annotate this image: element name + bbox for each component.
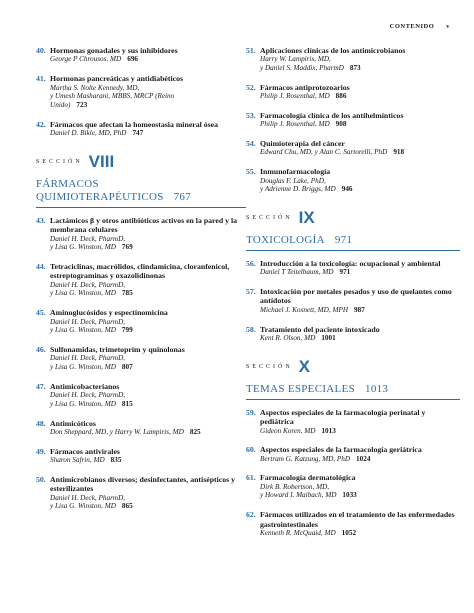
chapter-number: 62.: [246, 510, 256, 520]
toc-group: [246, 259, 460, 343]
chapter-title: Intoxicación por metales pesados y uso de quelantes como antídotos: [260, 287, 452, 306]
toc-entry: [36, 475, 246, 511]
author-text: Daniel H. Deck, PharmD,: [50, 354, 126, 363]
author-line: [260, 177, 460, 186]
chapter-authors: [260, 55, 460, 72]
chapter-title: Aspectos especiales de la farmacología geriátrica: [260, 445, 422, 455]
chapter-authors: [50, 494, 246, 511]
author-text: y Adrienne D. Briggs, MD: [260, 185, 336, 194]
chapter-title: Antimicobacterianos: [50, 381, 120, 391]
author-text: Kent R. Olson, MD: [260, 333, 316, 342]
chapter-page: 971: [339, 268, 351, 277]
author-text: Michael J. Kosnett, MD, MPH: [260, 305, 349, 314]
section-numeral: X: [298, 356, 311, 376]
chapter-number: 48.: [36, 418, 46, 428]
chapter-authors: [260, 120, 460, 129]
author-text: Unido): [50, 100, 71, 109]
author-line: [50, 326, 246, 335]
chapter-page: 987: [354, 305, 365, 314]
chapter-authors: [50, 84, 246, 110]
section-numeral: IX: [298, 207, 315, 227]
chapter-number: 45.: [36, 308, 46, 318]
toc-entry: [36, 46, 246, 64]
section-page: 767: [173, 190, 192, 203]
chapter-title: Inmunofarmacología: [260, 167, 331, 177]
author-line: [50, 129, 246, 138]
toc-entry: [36, 345, 246, 372]
chapter-page: 908: [335, 120, 347, 129]
chapter-page: 865: [121, 502, 133, 511]
toc-entry: [246, 473, 460, 500]
left-column: [36, 46, 246, 521]
running-header: [390, 23, 450, 30]
author-line: [260, 92, 460, 101]
chapter-number: 42.: [36, 119, 46, 129]
chapter-authors: [50, 129, 246, 138]
chapter-page: 769: [121, 243, 133, 252]
chapter-number: 53.: [246, 110, 256, 120]
section-ix-heading: [246, 208, 460, 228]
author-text: Daniel H. Deck, PharmD,: [50, 493, 126, 502]
author-line: [50, 318, 246, 327]
chapter-title: Fármacos utilizados en el tratamiento de las enfermedades gastrointestinales: [260, 510, 455, 529]
toc-entry: [36, 74, 246, 110]
chapter-page: 1033: [342, 491, 357, 500]
chapter-authors: [50, 281, 246, 298]
author-text: Dirk B. Robertson, MD,: [260, 482, 330, 491]
section-numeral: VIII: [88, 151, 115, 171]
chapter-authors: [260, 529, 460, 538]
author-line: [50, 92, 246, 101]
author-line: [50, 55, 246, 64]
section-page: 971: [334, 233, 353, 246]
author-line: [50, 456, 246, 465]
author-line: [50, 502, 246, 511]
section-ix-title: [246, 234, 460, 247]
author-line: [50, 101, 246, 110]
author-text: Martha S. Nolte Kennedy, MD,: [50, 83, 140, 92]
author-text: Douglas F. Lake, PhD,: [260, 176, 326, 185]
chapter-title: Fármacos antivirales: [50, 446, 120, 456]
toc-group: [246, 46, 460, 194]
toc-entry: [36, 262, 246, 298]
author-line: [50, 84, 246, 93]
toc-entry: [246, 111, 460, 129]
chapter-authors: [50, 55, 246, 64]
toc-entry: [36, 419, 246, 437]
author-text: George P Chrousos, MD: [50, 55, 122, 64]
author-text: y Lisa G. Winston, MD: [50, 399, 116, 408]
toc-entry: [246, 510, 460, 538]
author-text: Daniel T Teitelbaum, MD: [260, 268, 334, 277]
author-text: Gideon Koren, MD: [260, 426, 316, 435]
author-text: y Lisa G. Winston, MD: [50, 363, 116, 372]
section-divider: [36, 207, 246, 208]
chapter-authors: [260, 177, 460, 194]
chapter-number: 59.: [246, 407, 256, 417]
author-text: Daniel D. Bikle, MD, PhD: [50, 129, 127, 138]
author-line: [260, 120, 460, 129]
chapter-page: 886: [335, 92, 347, 101]
section-label: SECCIÓN: [246, 214, 293, 221]
chapter-title: Fármacos que afectan la homeostasia mineral ósea: [50, 119, 219, 129]
chapter-page: 747: [132, 129, 144, 138]
chapter-authors: [260, 268, 460, 277]
chapter-page: 1024: [356, 454, 371, 463]
toc-group: [36, 46, 246, 138]
author-line: [50, 281, 246, 290]
author-line: [260, 491, 460, 500]
author-text: Daniel H. Deck, PharmD,: [50, 391, 126, 400]
chapter-number: 52.: [246, 82, 256, 92]
chapter-title: Tratamiento del paciente intoxicado: [260, 324, 380, 334]
right-column: [246, 46, 460, 548]
chapter-title: Farmacología dermatológica: [260, 473, 356, 483]
author-text: y Lisa G. Winston, MD: [50, 289, 116, 298]
toc-entry: [246, 167, 460, 194]
chapter-authors: [260, 334, 460, 343]
author-line: [50, 400, 246, 409]
chapter-number: 40.: [36, 46, 46, 55]
chapter-number: 44.: [36, 261, 46, 271]
chapter-page: 1013: [321, 426, 336, 435]
chapter-title: Quimioterapia del cáncer: [260, 139, 345, 149]
chapter-authors: [260, 92, 460, 101]
toc-entry: [36, 308, 246, 335]
chapter-authors: [260, 427, 460, 436]
section-title-text: TEMAS ESPECIALES: [246, 382, 356, 395]
section-divider: [246, 399, 460, 400]
chapter-number: 54.: [246, 139, 256, 149]
toc-entry: [36, 382, 246, 409]
section-divider: [246, 250, 460, 251]
author-line: [260, 427, 460, 436]
toc-entry: [36, 447, 246, 465]
author-text: y Lisa G. Winston, MD: [50, 326, 116, 335]
chapter-number: 50.: [36, 474, 46, 484]
chapter-page: 815: [121, 399, 133, 408]
chapter-page: 807: [121, 363, 133, 372]
chapter-number: 61.: [246, 473, 256, 483]
section-x-heading: [246, 357, 460, 377]
author-text: Sharon Safrin, MD: [50, 456, 105, 465]
header-page-numeral: v: [446, 23, 450, 30]
author-line: [260, 529, 460, 538]
section-viii-heading: [36, 152, 246, 172]
author-text: Daniel H. Deck, PharmD,: [50, 280, 126, 289]
section-label: SECCIÓN: [36, 158, 83, 165]
author-text: Philip J. Rosenthal, MD: [260, 120, 330, 129]
chapter-page: 825: [189, 428, 201, 437]
toc-entry: [246, 259, 460, 277]
author-line: [50, 354, 246, 363]
chapter-title: Aplicaciones clínicas de los antimicrobianos: [260, 46, 406, 55]
chapter-authors: [50, 456, 246, 465]
toc-entry: [246, 139, 460, 157]
chapter-title: Antimicóticos: [50, 418, 96, 428]
chapter-page: 723: [76, 100, 88, 109]
author-line: [50, 494, 246, 503]
chapter-number: 43.: [36, 215, 46, 225]
chapter-page: 835: [110, 456, 122, 465]
author-text: y Umesh Masharani, MBBS, MRCP (Reino: [50, 92, 175, 101]
author-line: [260, 483, 460, 492]
author-line: [260, 455, 460, 464]
author-line: [50, 363, 246, 372]
chapter-number: 55.: [246, 167, 256, 177]
author-line: [50, 289, 246, 298]
chapter-title: Antimicrobianos diversos; desinfectantes, antisépticos y esterilizantes: [50, 474, 236, 494]
toc-entry: [36, 120, 246, 138]
chapter-number: 47.: [36, 381, 46, 391]
toc-entry: [246, 83, 460, 101]
author-text: Daniel H. Deck, PharmD,: [50, 317, 126, 326]
chapter-number: 58.: [246, 324, 256, 334]
section-page: 1013: [365, 382, 389, 395]
author-text: y Howard I. Maibach, MD: [260, 491, 337, 500]
author-text: Harry W. Lampiris, MD,: [260, 55, 331, 64]
author-line: [260, 55, 460, 64]
chapter-number: 41.: [36, 74, 46, 84]
chapter-page: 785: [121, 289, 133, 298]
chapter-title: Farmacología clínica de los antihelmínticos: [260, 110, 404, 120]
author-text: Kenneth R. McQuaid, MD: [260, 528, 336, 537]
chapter-authors: [260, 455, 460, 464]
author-line: [50, 391, 246, 400]
chapter-authors: [260, 483, 460, 500]
chapter-page: 946: [341, 185, 353, 194]
author-text: Philip J. Rosenthal, MD: [260, 92, 330, 101]
section-label: SECCIÓN: [246, 363, 293, 370]
author-line: [50, 428, 246, 437]
toc-entry: [246, 325, 460, 343]
toc-group: [36, 216, 246, 511]
chapter-number: 56.: [246, 258, 256, 268]
chapter-authors: [260, 148, 460, 157]
chapter-authors: [260, 306, 460, 315]
chapter-title: Introducción a la toxicología: ocupacional y ambiental: [260, 258, 441, 268]
chapter-page: 873: [349, 64, 361, 73]
author-line: [260, 64, 460, 73]
toc-entry: [246, 46, 460, 73]
author-text: y Lisa G. Winston, MD: [50, 502, 116, 511]
chapter-title: Fármacos antiprotozoarios: [260, 82, 350, 92]
chapter-number: 60.: [246, 445, 256, 455]
toc-entry: [246, 445, 460, 463]
section-x-title: [246, 383, 460, 396]
chapter-authors: [50, 235, 246, 252]
chapter-page: 1001: [321, 333, 336, 342]
chapter-title: Lactámicos β y otros antibióticos activos en la pared y la membrana celulares: [50, 215, 238, 235]
toc-group: [246, 408, 460, 538]
header-label: CONTENIDO: [389, 23, 435, 30]
author-line: [50, 243, 246, 252]
chapter-title: Hormonas pancreáticas y antidiabéticos: [50, 74, 184, 84]
chapter-authors: [50, 391, 246, 408]
chapter-number: 51.: [246, 46, 256, 55]
chapter-authors: [50, 318, 246, 335]
chapter-number: 49.: [36, 446, 46, 456]
chapter-title: Tetraciclinas, macrólidos, clindamicina, cloranfenicol, estreptograminas y oxazolidinonas: [50, 261, 230, 281]
chapter-page: 696: [127, 55, 138, 64]
author-line: [260, 306, 460, 315]
chapter-authors: [50, 354, 246, 371]
chapter-number: 57.: [246, 287, 256, 297]
author-text: Don Sheppard, MD, y Harry W. Lampiris, MD: [50, 428, 184, 437]
author-line: [260, 185, 460, 194]
chapter-title: Sulfonamidas, trimetoprim y quinolonas: [50, 344, 185, 354]
chapter-authors: [50, 428, 246, 437]
author-line: [50, 235, 246, 244]
section-title-text: TOXICOLOGÍA: [246, 233, 325, 246]
chapter-page: 799: [121, 326, 133, 335]
author-text: Edward Chu, MD, y Alan C. Sartorelli, PhD: [260, 148, 388, 157]
toc-entry: [246, 287, 460, 315]
section-viii-title: [36, 178, 246, 204]
author-text: Bertram G. Katzung, MD, PhD: [260, 454, 351, 463]
author-text: Daniel H. Deck, PharmD,: [50, 234, 126, 243]
chapter-page: 918: [393, 148, 405, 157]
chapter-number: 46.: [36, 344, 46, 354]
chapter-page: 1052: [341, 528, 357, 537]
section-title-text: FÁRMACOS QUIMIOTERAPÉUTICOS: [36, 177, 164, 203]
author-text: y Daniel S. Maddix, PharmD: [260, 64, 344, 73]
author-line: [260, 268, 460, 277]
author-line: [260, 148, 460, 157]
author-text: y Lisa G. Winston, MD: [50, 243, 116, 252]
toc-entry: [246, 408, 460, 436]
chapter-title: Aminoglucósidos y espectinomicina: [50, 308, 168, 318]
toc-entry: [36, 216, 246, 252]
author-line: [260, 334, 460, 343]
chapter-title: Aspectos especiales de la farmacología perinatal y pediátrica: [260, 407, 426, 427]
chapter-title: Hormonas gonadales y sus inhibidores: [50, 46, 178, 55]
